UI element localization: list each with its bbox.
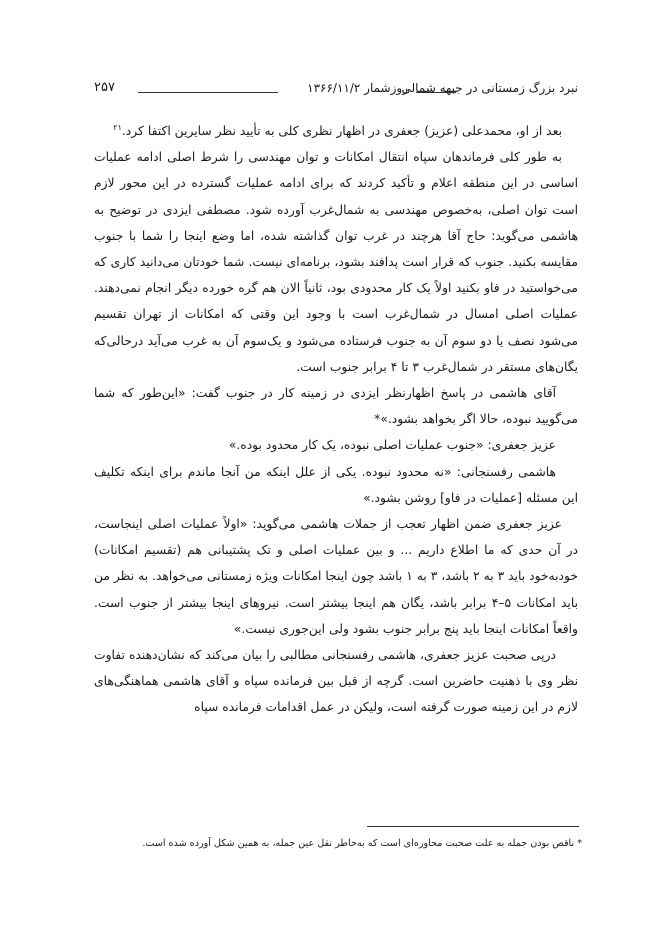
page-number: ۲۵۷: [94, 80, 115, 95]
running-header: [94, 78, 578, 98]
paragraph: عزیز جعفری: «جنوب عملیات اصلی نبوده، یک کار محدود بوده.»: [228, 438, 556, 453]
header-rule: [416, 92, 456, 93]
paragraph: بعد از او، محمدعلی (عزیز) جعفری در اظهار نظری کلی به تأیید نظر سایرین اکتفا کرد.$^{۲۱}$: [113, 122, 562, 138]
paragraph: هاشمی رفسنجانی: «نه محدود نبوده. یکی از علل اینکه من آنجا ماندم برای اینکه تکلیف این مسئله [عملیات در فاو] روشن بشود.»: [94, 464, 578, 505]
book-title: نبرد بزرگ زمستانی در جبهه شمالی: [401, 81, 578, 95]
footnote-rule: [367, 826, 579, 827]
paragraph: درپی صحبت عزیز جعفری، هاشمی رفسنجانی مطالبی را بیان می‌کند که نشان‌دهنده تفاوت نظر وی با ذهنیت حاضرین است. گرچه از قبل بین فرمانده سپاه و آقای هاشمی هماهنگی‌های لازم در این زمینه صورت گرفته است، ولیکن در عمل اقدامات فرمانده سپاه: [94, 648, 578, 715]
footnote-reference: ۲۱: [113, 122, 122, 132]
footnote: * ناقص بودن جمله به علت صحبت محاوره‌ای است که به‌خاطر نقل عین جمله، به همین شکل آورده شده است.: [142, 838, 582, 849]
paragraph: آقای هاشمی در پاسخ اظهارنظر ایزدی در زمینه کار در جنوب گفت: «این‌طور که شما می‌گویید نبوده، حالا اگر بخواهد بشود.»*: [94, 386, 578, 427]
header-rule: [138, 92, 278, 93]
body-text: [94, 118, 578, 721]
paragraph: به طور کلی فرماندهان سپاه انتقال امکانات و توان مهندسی را شرط اصلی ادامه عملیات اساسی در این منطقه اعلام و تأکید کردند که برای ادامه عملیات گسترده در این محور لازم است توان اصلی، به‌خصوص مهندسی به شمال‌غرب آورده شود. مصطفی ایزدی در توضیح به هاشمی می‌گوید: حاج آقا هرچند در غرب توان گذاشته شده، اما وضع اینجا را شما با جنوب مقایسه بکنید. جنوب که قرار است پدافند بشود، برنامه‌ای نیست. شما خودتان می‌دانید کاری که می‌خواستید در فاو بکنید اولاً یک کار محدودی بود، ثانیاً الان هم گره خورده دیگر انجام نمی‌دهند. عملیات اصلی امسال در شمال‌غرب است با وجود این وقتی که امکانات از تهران تقسیم می‌شود نصف یا دو سوم آن به جنوب فرستاده می‌شود و یک‌سوم آن به غرب می‌آید درحالی‌که یگان‌های مستقر در شمال‌غرب ۳ تا ۴ برابر جنوب است.: [94, 150, 578, 374]
paragraph: عزیز جعفری ضمن اظهار تعجب از جملات هاشمی می‌گوید: «اولاً عملیات اصلی اینجاست، در آن حدی که ما اطلاع داریم ... و بین عملیات اصلی و تک پشتیبانی هم (تقسیم امکانات) خودبه‌خود باید ۳ به ۲ باشد، ۳ به ۱ باشد چون اینجا امکانات ویژه زمستانی می‌خواهد. به نظر من باید امکانات ۵–۴ برابر باشد، یگان هم اینجا بیشتر است. نیروهای اینجا بیشتر از جنوب است. واقعاً امکانات اینجا باید پنج برابر جنوب بشود ولی این‌جوری نیست.»: [94, 517, 578, 636]
journal-date: روزشمار ۱۳۶۶/۱۱/۲: [307, 81, 408, 95]
